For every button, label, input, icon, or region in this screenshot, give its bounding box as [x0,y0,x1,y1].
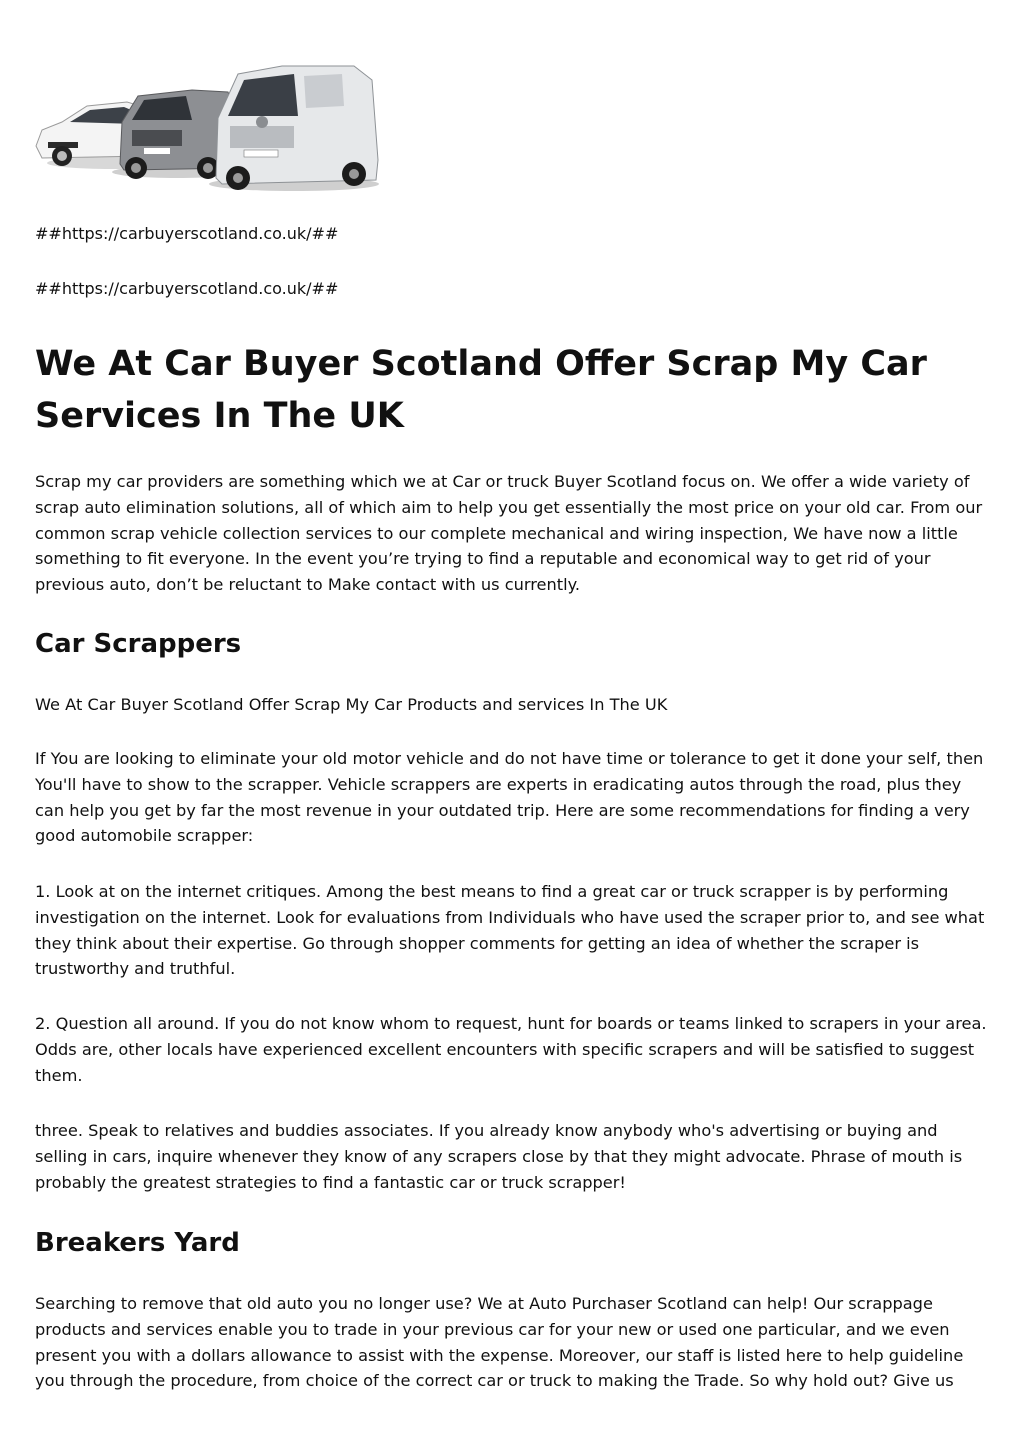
page-title: We At Car Buyer Scotland Offer Scrap My Car Services In The UK [35,344,927,436]
paragraph-tip-2: 2. Question all around. If you do not know whom to request, hunt for boards or teams linked to scrapers in your area. Odds are, other locals have experienced excellent encounters with specific scrapers and will be satisfied to suggest them. [35,1014,987,1085]
paragraph-tip-1: 1. Look at on the internet critiques. Among the best means to find a great car or truck scrapper is by performing investigation on the internet. Look for evaluations from Individuals who have used the scraper prior to, and see what they think about their expertise. Go through shopper comments for getting an idea of whether the scraper is trustworthy and truthful. [35,882,985,979]
section-heading-breakers-yard: Breakers Yard [35,1228,240,1258]
site-link-1[interactable]: ##https://carbuyerscotland.co.uk/## [35,224,339,243]
site-link-2[interactable]: ##https://carbuyerscotland.co.uk/## [35,279,339,298]
paragraph-tip-3: three. Speak to relatives and buddies associates. If you already know anybody who's advertising or buying and selling in cars, inquire whenever they know of any scrapers close by that they might advocate. Phrase of mouth is probably the greatest strategies to find a fantastic car or truck scrapper! [35,1121,963,1192]
paragraph-breakers-yard: Searching to remove that old auto you no longer use? We at Auto Purchaser Scotland can help! Our scrappage products and services enable you to trade in your previous car for your new or used one particular, and we even present you with a dollars allowance to assist with the expense. Moreover, our staff is listed here to help guideline you through the procedure, from choice of the correct car or truck to making the Trade. So why hold out? Give us [35,1294,964,1391]
section-heading-car-scrappers: Car Scrappers [35,629,242,659]
intro-paragraph: Scrap my car providers are something which we at Car or truck Buyer Scotland focus on. We offer a wide variety of scrap auto elimination solutions, all of which aim to help you get essentially the most price on your old car. From our common scrap vehicle collection services to our complete mechanical and wiring inspection, We have now a little something to fit everyone. In the event you’re trying to find a reputable and economical way to get rid of your previous auto, don’t be reluctant to Make contact with us currently. [35,472,983,595]
silver-van-shape [209,66,379,191]
vehicles-photo [32,60,382,192]
section-subtitle: We At Car Buyer Scotland Offer Scrap My Car Products and services In The UK [35,695,668,714]
paragraph-scrappers-intro: If You are looking to eliminate your old motor vehicle and do not have time or tolerance to get it done your self, then You'll have to show to the scrapper. Vehicle scrappers are experts in eradicating autos through the road, plus they can help you get by far the most revenue in your outdated trip. Here are some recommendations for finding a very good automobile scrapper: [35,749,984,846]
